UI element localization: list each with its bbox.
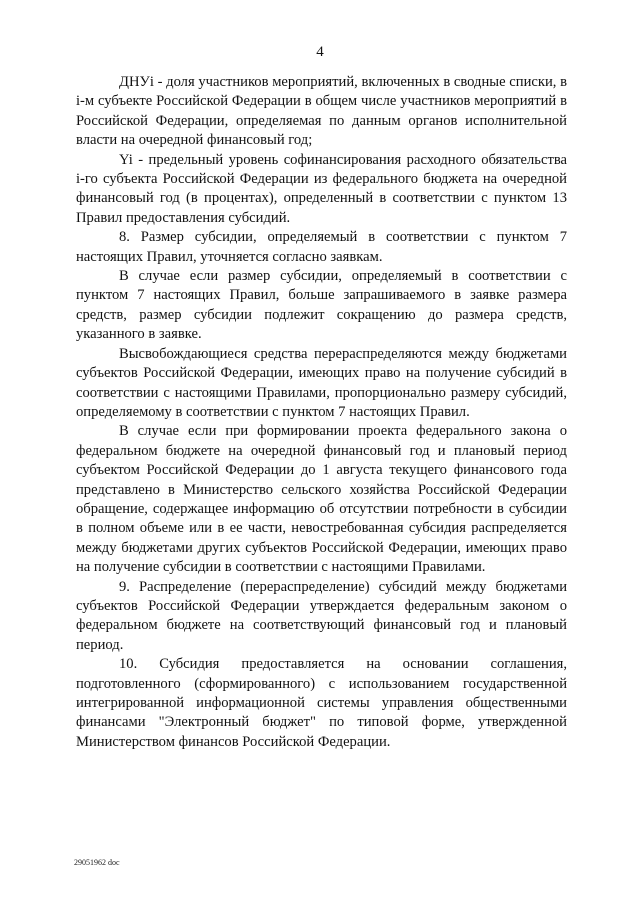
paragraph-cofinancing-level: Yi - предельный уровень софинансирования расходного обязательства i-го субъекта Российской Федерации из федерального бюджета на очередной финансовый год (в процентах), определенный в соответствии с пунктом 13 Правил предоставления субсидий. [76,151,567,226]
paragraph-item-9: 9. Распределение (перераспределение) субсидий между бюджетами субъектов Российской Федерации утверждается федеральным законом о федеральном бюджете на соответствующий финансовый год и плановый период. [76,578,567,653]
paragraph-redistribution: Высвобождающиеся средства перераспределяются между бюджетами субъектов Российской Федерации, имеющих право на получение субсидий в соответствии с настоящими Правилами, пропорционально размеру субсидий, определяемому в соответствии с пунктом 7 настоящих Правил. [76,345,567,420]
document-footer-code: 29051962 doc [74,858,120,867]
paragraph-item-8: 8. Размер субсидии, определяемый в соответствии с пунктом 7 настоящих Правил, уточняется согласно заявкам. [76,229,567,265]
paragraph-subsidy-reduction: В случае если размер субсидии, определяемый в соответствии с пунктом 7 настоящих Правил, больше запрашиваемого в заявке размера средств, размер субсидии подлежит сокращению до размера средств, указанного в заявке. [76,268,567,343]
paragraph-unclaimed-subsidy: В случае если при формировании проекта федерального закона о федеральном бюджете на очередной финансовый год и плановый период субъектом Российской Федерации до 1 августа текущего финансового года представлено в Министерство сельского хозяйства Российской Федерации обращение, содержащее информацию об отсутствии потребности в субсидии в полном объеме или в ее части, невостребованная субсидия распределяется между бюджетами других субъектов Российской Федерации, имеющих право на получение субсидии в соответствии с настоящими Правилами. [76,423,567,576]
document-body [76,73,567,752]
paragraph-item-10: 10. Субсидия предоставляется на основании соглашения, подготовленного (сформированного) с использованием государственной интегрированной информационной системы управления общественными финансами "Электронный бюджет" по типовой форме, утвержденной Министерством финансов Российской Федерации. [76,656,567,750]
paragraph-share-definition: ДНУi - доля участников мероприятий, включенных в сводные списки, в i-м субъекте Российской Федерации в общем числе участников мероприятий в Российской Федерации, определяемая по данным органов исполнительной власти на очередной финансовый год; [76,74,567,149]
page-number: 4 [316,44,324,60]
